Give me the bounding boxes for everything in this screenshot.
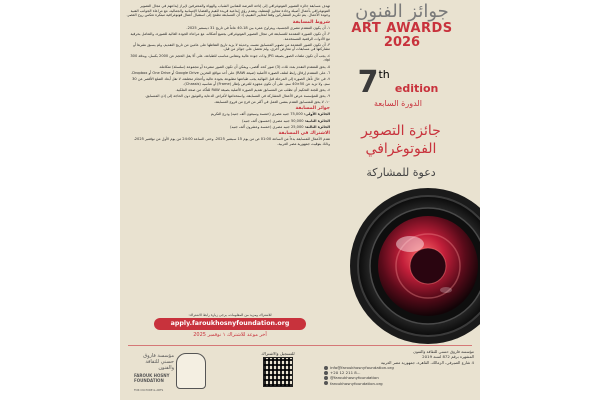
condition-item: ٣- أن تكون الصور المقدمة من تصوير المتسابق نفسه، وحديثة لا يزيد تاريخ التقاطها على عامين من تاريخ التقديم، ولم يسبق نشرها أو مشاركتها في مسابقات أو معارض أخرى، ولم تحصل على جوائز من قبل. (133, 42, 330, 52)
registration-link[interactable]: apply.faroukhosnyfoundation.org (154, 318, 306, 330)
participation-text: تقدم الأعمال للمسابقة بدءاً من الساعة 01:00 ص من يوم 15 سبتمبر 2025، وحتى الساعة 24:00 من يوم الأول من نوفمبر 2025، وذلك بتوقيت جمهورية مصر العربية. (133, 137, 330, 146)
contact-address: 4 شارع الصيرفي، الزمالك، القاهرة، جمهورية مصر العربية (380, 359, 474, 365)
edition-arabic: الدورة السابعة (374, 99, 422, 108)
prize-item (126, 112, 330, 117)
competition-title (332, 122, 470, 158)
condition-item: ٥- يحق للمتقدم التقدم بعدد ثلاث (3) صور كحد أقصى، ويمكن أن تكون الصور منفردة أو مجموعة (سلسلة) متكاملة. (158, 64, 330, 69)
participation-title: الاشتراك في المسابقة (278, 131, 330, 137)
globe-icon (324, 381, 328, 385)
intro-text: تهدف مسابقة جائزة التصوير الفوتوغرافي إلى إتاحة الفرصة للفنانين الشباب والهواة والمحترفين لإبراز إبداعهم في مجال التصوير الفوتوغرافي بأعمال أصيلة وجادة تتجاوز النمطية، وتقدم رؤى إبداعية فريدة للقيم والقضايا الإنسانية والجمالية، مع مراعاة الجوانب الفنية وجودة الأعمال. يتم تكريم المشاركين وفقاً لمعايير التقييم، إذ أن المسابقة تطمح إلى استقبال أعمال فوتوغرافية مبتكرة تعكس روح العصر. (126, 4, 330, 18)
poster (120, 0, 480, 400)
edition-word: edition (394, 82, 439, 95)
conditions-title: شروط المسابقة (292, 19, 330, 25)
email-icon (324, 366, 328, 370)
condition-item: ٢- أن تكون الصورة المقدمة للمسابقة في مجال التصوير الفوتوغرافي بجميع أشكاله، مع مراعاة الجودة العالية للصورة، والتعامل بحرفية مع الأدوات الرقمية المستخدمة. (130, 31, 330, 41)
condition-item: ١- أن يكون المتقدم مصري الجنسية، ويتراوح عمره بين 18-40 عاماً في تاريخ 31 ديسمبر 2025. (186, 25, 330, 30)
qr-code-icon[interactable] (263, 357, 293, 387)
deadline-text: آخر موعد للاشتراك ١ نوفمبر 2025 (193, 332, 267, 338)
edition-number: 7 (357, 65, 379, 100)
contact-social[interactable]: @faroukhosnyfoundation (330, 375, 379, 381)
contact-web-row (324, 381, 474, 386)
divider (128, 345, 472, 346)
condition-item: ٧- في حال تأهل الصورة إلى المرحلة قبل النهائية يجب طباعتها مطبوعة بجودة عالية وأحجام مختلفة، لا تقل أبعاد الضلع الأقصر عن 30 سم، ولا تزيد عن 50×40 سم، على أن تكون مجهزة للعرض بإطار (Frame) أو شاسيه (Chassis). (132, 76, 330, 86)
prize-value: 25,000 جنيه مصري (خمسة وعشرون ألف جنيه) (230, 124, 304, 129)
portrait-icon (176, 353, 206, 389)
prize-value: 75,000 جنيه مصري (خمسة وسبعون ألف جنيه) ودرع التكريم (210, 112, 303, 117)
qr-section (240, 351, 316, 397)
prizes-title: جوائز المسابقة (295, 106, 330, 112)
prize-label: الجائزة الأولى: (303, 112, 330, 117)
prize-value: 50,000 جنيه مصري (خمسون ألف جنيه) (242, 118, 304, 123)
title-english: ART AWARDS (351, 21, 453, 36)
condition-item: ١٠- لا يحق للمتسابق التقدم بنفس العمل في أكثر من فرع من فروع المسابقة. (214, 100, 330, 105)
edition (338, 65, 458, 109)
prize-label: الجائزة الثانية: (304, 118, 330, 123)
title-year: 2026 (383, 35, 421, 50)
condition-item: ٨- يحق للجنة التحكيم أن تطلب من المتسابق تقديم الصورة الأصلية بصيغة RAW للتأكد من صحة الملكية. (175, 87, 330, 92)
logo-subtitle: FOR CULTURE & ARTS (134, 388, 164, 392)
contact-phone[interactable]: +20 12 211 8... (330, 370, 361, 376)
logo-english: FAROUK HOSNY FOUNDATION (134, 373, 170, 383)
contact-org: مؤسسة فاروق حسني للثقافة والفنون (413, 349, 474, 354)
edition-suffix: th (378, 68, 390, 81)
contact-info (324, 349, 474, 399)
competition-line-2: الفوتوغرافي (365, 141, 437, 157)
contact-email[interactable]: info@faroukhosnyfoundation.org (330, 364, 394, 370)
foundation-logo (132, 349, 212, 397)
contact-web[interactable]: faroukhosnyfoundation.org (330, 380, 383, 386)
condition-item: ٩- يحق للمؤسسة عرض الأعمال المشاركة في المسابقة، واستخدامها لأغراض الدعاية والتوثيق دون الحاجة إلى إذن المتسابق. (144, 94, 330, 99)
phone-icon (324, 371, 328, 375)
invitation-text: دعوة للمشاركة (366, 166, 436, 179)
logo-arabic: مؤسسة فاروق حسني للثقافة والفنون (143, 353, 174, 371)
title-arabic: جوائز الفنون (355, 1, 449, 22)
competition-line-1: جائزة التصوير (361, 123, 441, 139)
registration-label: للاشتراك ومزيد من المعلومات، يرجى زيارة رابط الاشتراك: (188, 313, 272, 317)
condition-item: ٦- على المتقدم إرفاق رابط لملف الصورة الأصلية (صيغة RAW) على أحد مواقع التخزين Google Drive أو One Drive أو Dropbox. (131, 70, 330, 75)
condition-item: ٤- يجب أن تكون ملفات الصور بصيغة JPG وذات جودة عالية ومقاس مناسب للطباعة، على ألا يقل الحجم عن 2000 بكسل، وبدقة 300 dpi. (130, 53, 330, 63)
prize-item (126, 119, 330, 124)
text-column (126, 4, 330, 328)
header (332, 2, 472, 50)
qr-label: للتسجيل والاشتراك (261, 351, 295, 356)
contact-reg: المشهرة برقم 872 لسنة 2019 (422, 354, 474, 360)
camera-lens-icon (348, 186, 480, 346)
prize-label: الجائزة الثالثة: (304, 124, 330, 129)
prize-item (126, 125, 330, 130)
social-icon (324, 376, 328, 380)
